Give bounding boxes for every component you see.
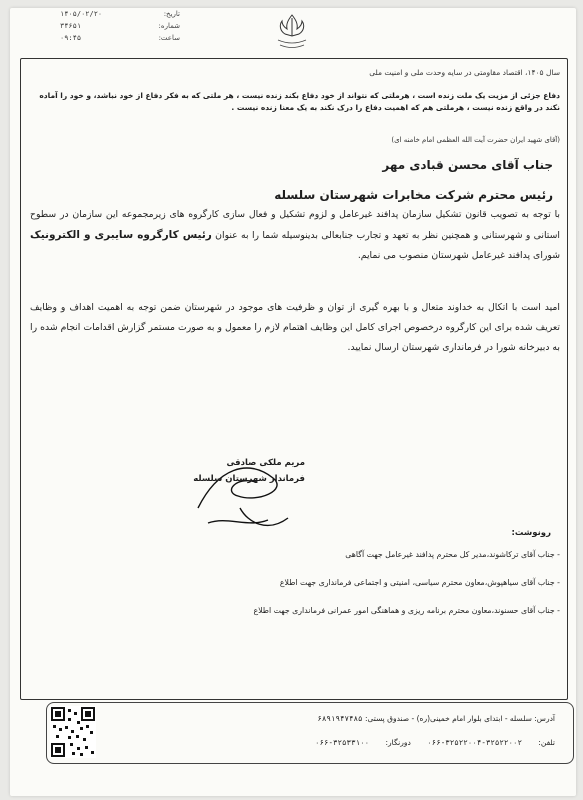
letter-metadata xyxy=(60,10,180,46)
postal-code: ۶۸۹۱۹۴۷۴۸۵ xyxy=(317,714,363,723)
phone-number: ۰۶۶-۳۲۵۲۲۰۰۴-۳۲۵۲۲۰۰۲ xyxy=(427,738,522,747)
signatory-title: فرماندار شهرستان سلسله xyxy=(193,474,305,484)
cc-item-2: - جناب آقای سیاهپوش،معاون محترم سیاسی، امنیتی و اجتماعی فرمانداری جهت اطلاع xyxy=(279,578,560,587)
fax-number: ۰۶۶-۳۲۵۳۳۱۰۰ xyxy=(314,738,370,747)
cc-list xyxy=(40,548,560,632)
phone-label: تلفن: xyxy=(538,738,555,747)
address-label: آدرس: xyxy=(534,714,555,723)
body-p1-bold: رئیس کارگروه سایبری و الکترونیک xyxy=(30,229,212,241)
quote-attribution: (آقای شهید ایران حضرت آیت الله العظمی امام خامنه ای) xyxy=(391,136,560,144)
footer-address xyxy=(115,712,555,726)
recipient-name: جناب آقای محسن قبادی مهر xyxy=(382,158,553,172)
date-value: ۱۴۰۵/۰۲/۲۰ xyxy=(60,10,103,18)
time-value: ۰۹:۴۵ xyxy=(60,34,82,42)
time-label: ساعت: xyxy=(158,34,180,42)
body-paragraph-2: امید است با اتکال به خداوند متعال و با بهره گیری از توان و ظرفیت های موجود در شهرستان ضمن توجه به اهمیت اهداف و وظایف تعریف شده برای این کارگروه درخصوص اجرای کامل این وظایف اهتمام لازم را معمول و به صورت مستمر گزارش اقدامات انجام شده را به دبیرخانه شورا در فرمانداری شهرستان ارسال نمایید. xyxy=(30,302,560,353)
government-emblem-icon xyxy=(270,12,314,52)
signature-block xyxy=(175,455,305,487)
cc-item-3: - جناب آقای حسنوند،معاون محترم برنامه ریزی و هماهنگی امور عمرانی فرمانداری جهت اطلاع xyxy=(253,606,560,615)
recipient-title: رئیس محترم شرکت مخابرات شهرستان سلسله xyxy=(274,188,553,202)
body-p1-start: با توجه به تصویب قانون تشکیل سازمان پدافند غیرعامل و لزوم تشکیل و فعال سازی کارگروه های زیرمجموعه این سازمان در سطوح استانی و شهرستانی و همچنین نظر به تعهد و تجارب جنابعالی بدینوسیله شما را به عنوان xyxy=(30,209,560,241)
leader-quote: دفاع جزئی از مزیت یک ملت زنده است ، هرملتی که نتواند از خود دفاع بکند زنده نیست ، هر ملتی که به فکر دفاع از خود نباشد، و خود را آماده نکند در واقع زنده نیست ، هرملتی هم که اهمیت دفاع را درک نکند به یک معنا زنده نیست . xyxy=(39,91,560,112)
cc-title: رونوشت: xyxy=(511,528,551,538)
date-row xyxy=(60,10,180,18)
number-row xyxy=(60,22,180,30)
signatory-name: مریم ملکی صادقی xyxy=(226,458,305,468)
body-p1-end: شورای پدافند غیرعامل شهرستان منصوب می نمایم. xyxy=(357,250,560,261)
time-row xyxy=(60,34,180,42)
recipient-block xyxy=(274,150,553,210)
number-value: ۳۴۶۵۱ xyxy=(60,22,82,30)
fax-label: دورنگار: xyxy=(385,738,411,747)
number-label: شماره: xyxy=(158,22,180,30)
year-motto: سال ۱۴۰۵، اقتصاد مقاومتی در سایه وحدت ملی و امنیت ملی xyxy=(369,68,560,77)
date-label: تاریخ: xyxy=(163,10,180,18)
address-text: سلسله - ابتدای بلوار امام خمینی(ره) - صندوق پستی: xyxy=(364,714,532,723)
cc-item-1: - جناب آقای ترکاشوند،مدیر کل محترم پدافند غیرعامل جهت آگاهی xyxy=(345,550,560,559)
body-paragraph-1 xyxy=(30,205,560,266)
footer-contacts xyxy=(115,738,555,747)
qr-code-icon xyxy=(50,706,96,758)
